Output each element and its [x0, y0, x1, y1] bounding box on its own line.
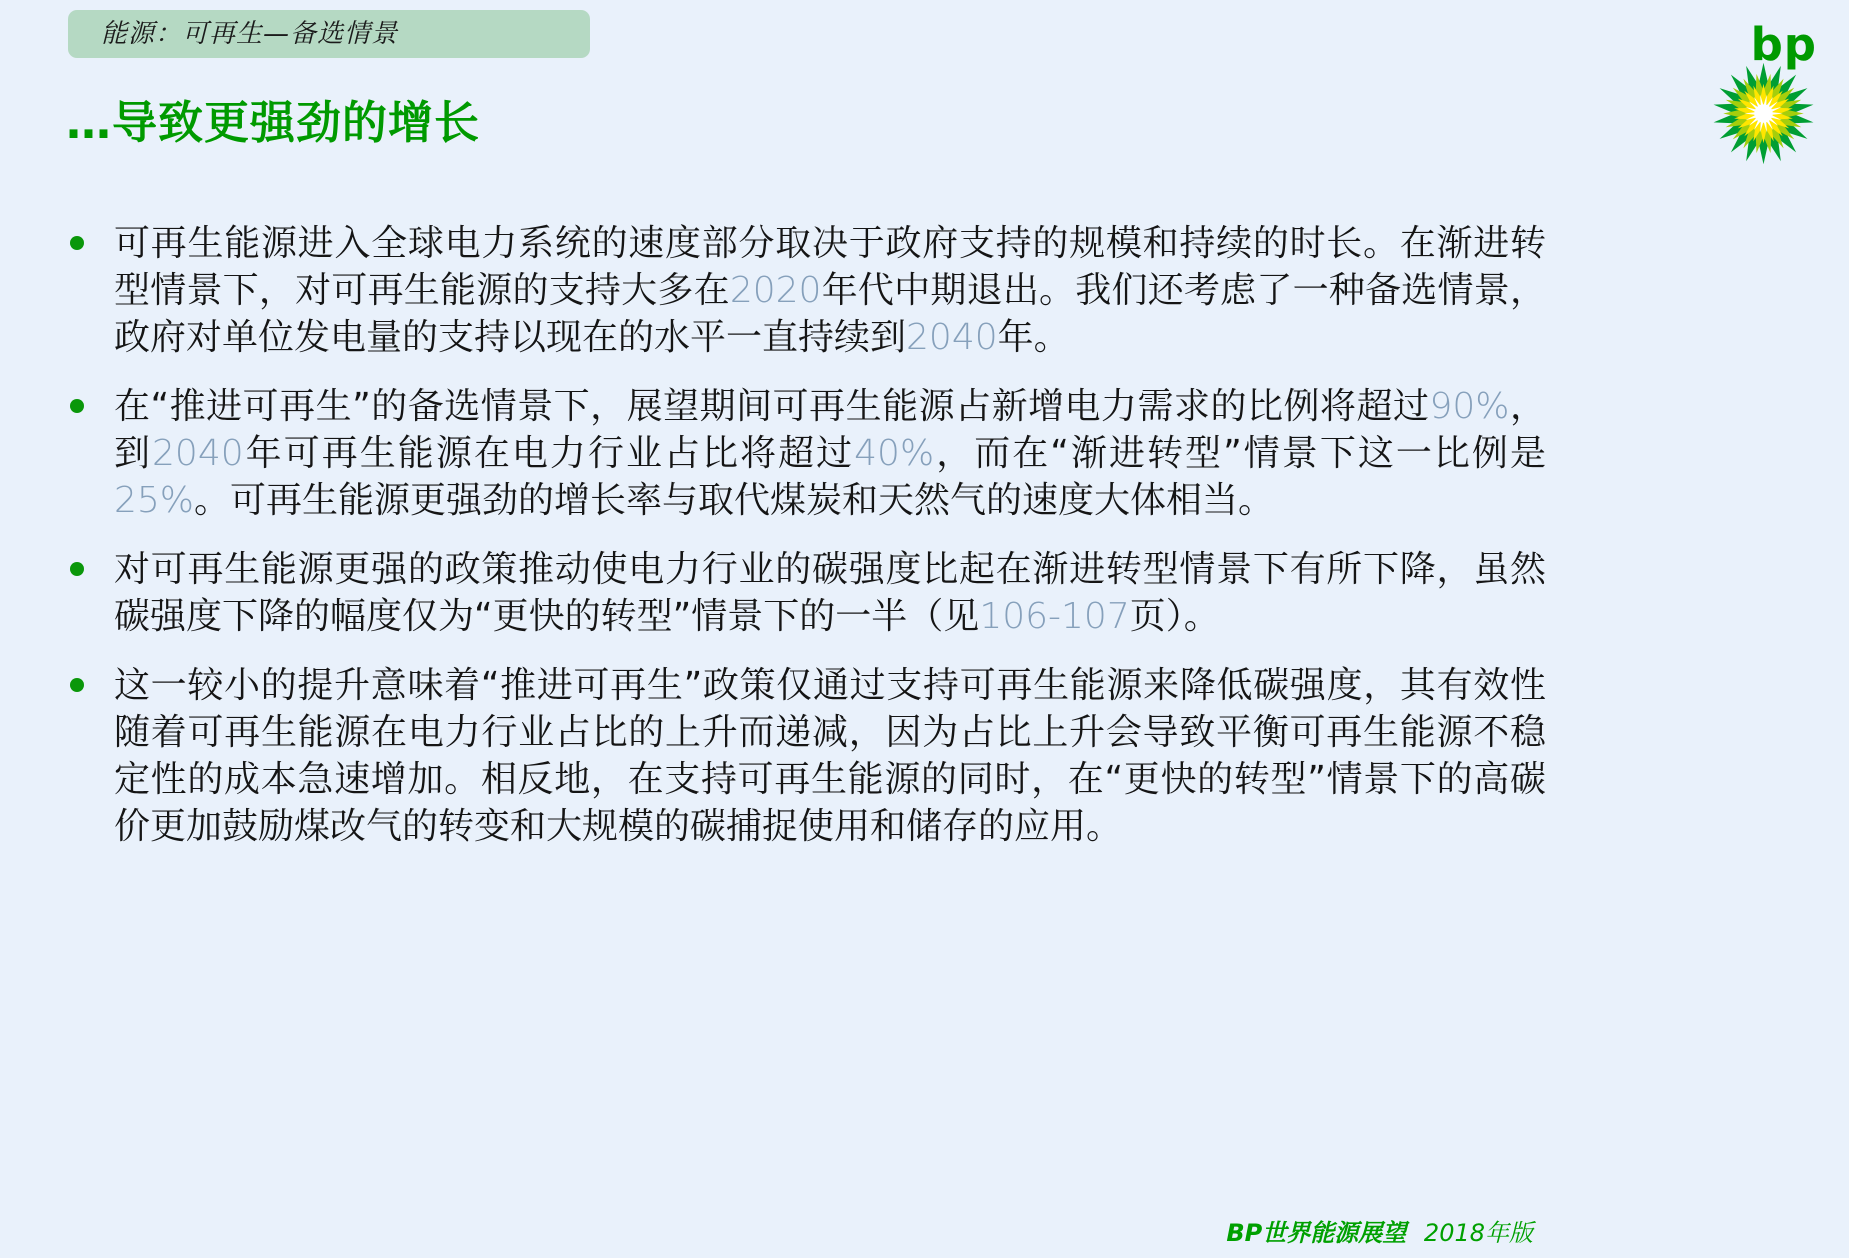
bullet-text: 可再生能源进入全球电力系统的速度部分取决于政府支持的规模和持续的时长。在渐进转型情景下，对可再生能源的支持大多在2020年代中期退出。我们还考虑了一种备选情景，政府对单位发电量的支持以现在的水平一直持续到2040年。: [114, 223, 1546, 358]
bullet-item: [68, 546, 1546, 640]
bullet-text: 这一较小的提升意味着“推进可再生”政策仅通过支持可再生能源来降低碳强度，其有效性随着可再生能源在电力行业占比的上升而递减，因为占比上升会导致平衡可再生能源不稳定性的成本急速增加。相反地，在支持可再生能源的同时，在“更快的转型”情景下的高碳价更加鼓励煤改气的转变和大规模的碳捕捉使用和储存的应用。: [114, 665, 1546, 847]
bullet-item: [68, 383, 1546, 524]
footer: [1226, 1213, 1533, 1248]
footer-edition: 2018年版: [1423, 1219, 1533, 1247]
footer-publication: BP世界能源展望: [1226, 1219, 1407, 1247]
bullet-list: [68, 220, 1546, 872]
bp-helios-icon: [1711, 61, 1816, 166]
section-badge-label: 能源：可再生—备选情景: [101, 19, 399, 49]
bullet-text: 在“推进可再生”的备选情景下，展望期间可再生能源占新增电力需求的比例将超过90%，到2040年可再生能源在电力行业占比将超过40%，而在“渐进转型”情景下这一比例是25%。可再生能源更强劲的增长率与取代煤炭和天然气的速度大体相当。: [114, 386, 1546, 521]
bullet-dot-icon: [70, 399, 84, 413]
section-badge: [68, 10, 590, 58]
bp-wordmark: bp: [1750, 18, 1817, 71]
bp-logo: [1707, 18, 1819, 166]
bullet-dot-icon: [70, 678, 84, 692]
bullet-item: [68, 220, 1546, 361]
bullet-text: 对可再生能源更强的政策推动使电力行业的碳强度比起在渐进转型情景下有所下降，虽然碳强度下降的幅度仅为“更快的转型”情景下的一半（见106-107页）。: [114, 549, 1546, 637]
bullet-item: [68, 662, 1546, 850]
bullet-dot-icon: [70, 562, 84, 576]
page-title: …导致更强劲的增长: [66, 96, 481, 149]
bullet-dot-icon: [70, 236, 84, 250]
